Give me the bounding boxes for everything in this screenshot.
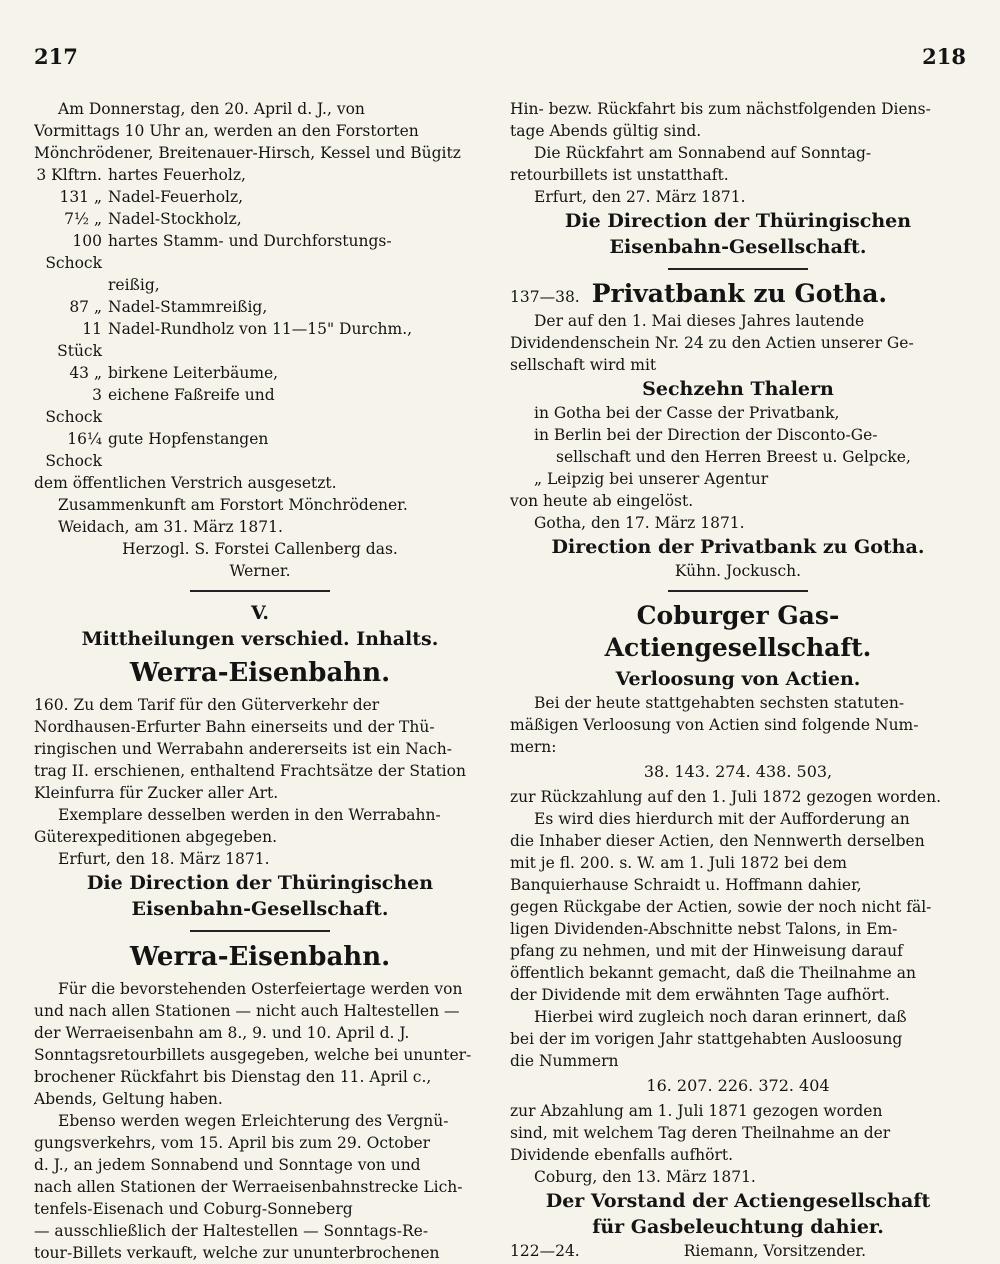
- item-qty: 3 Schock: [45, 386, 102, 426]
- text-line: Kleinfurra für Zucker aller Art.: [34, 784, 279, 802]
- text-line: tage Abends gültig sind.: [510, 122, 702, 140]
- text-line: Dividendenschein Nr. 24 zu den Actien unserer Ge-: [510, 334, 914, 352]
- notice-title: Werra-Eisenbahn.: [129, 942, 391, 972]
- text-line: Zusammenkunft am Forstort Mönchrödener.: [58, 496, 408, 514]
- text-line: Exemplare desselben werden in den Werrabahn-: [58, 806, 441, 824]
- section-number: V.: [250, 602, 270, 624]
- notice-signature: Direction der Privatbank zu Gotha.: [551, 536, 925, 558]
- divider: [190, 930, 330, 932]
- text-line: zur Abzahlung am 1. Juli 1871 gezogen worden: [510, 1102, 883, 1120]
- text-line: brochener Rückfahrt bis Dienstag den 11. April c.,: [34, 1068, 432, 1086]
- text-line: und nach allen Stationen — nicht auch Haltestellen —: [34, 1002, 460, 1020]
- werra-notice-2: [34, 940, 486, 1264]
- gas-ref: 122—24.: [510, 1242, 580, 1260]
- text-line: d. J., an jedem Sonnabend und Sonntage von und: [34, 1156, 421, 1174]
- left-column: [34, 98, 486, 1264]
- item-desc: Nadel-Stammreißig,: [108, 298, 268, 316]
- text-line: sellschaft und den Herren Breest u. Gelpcke,: [556, 448, 911, 466]
- notice-signature: Die Direction der Thüringischen: [86, 872, 434, 894]
- werra-notice-1: [34, 656, 486, 922]
- notice-title: Werra-Eisenbahn.: [129, 658, 391, 688]
- text-line: mern:: [510, 738, 557, 756]
- auction-office: Herzogl. S. Forstei Callenberg das.: [122, 540, 398, 558]
- auction-notice: [34, 98, 486, 582]
- item-qty: 43 „: [69, 364, 102, 382]
- bank-title: Privatbank zu Gotha.: [591, 279, 888, 308]
- text-line: in Berlin bei der Direction der Disconto-Ge-: [534, 426, 878, 444]
- auction-items: [34, 164, 486, 472]
- text-line: bei der im vorigen Jahr stattgehabten Ausloosung: [510, 1030, 903, 1048]
- text-line: nach allen Stationen der Werraeisenbahnstrecke Lich-: [34, 1178, 463, 1196]
- divider: [668, 590, 808, 592]
- text-line: Die Rückfahrt am Sonnabend auf Sonntag-: [534, 144, 872, 162]
- item-desc: reißig,: [108, 276, 160, 294]
- text-line: tenfels-Eisenach und Coburg-Sonneberg: [34, 1200, 353, 1218]
- text-line: Bei der heute stattgehabten sechsten statuten-: [534, 694, 905, 712]
- item-desc: eichene Faßreife und: [108, 386, 275, 404]
- text-line: Ebenso werden wegen Erleichterung des Vergnü-: [58, 1112, 449, 1130]
- gas-subtitle: Verloosung von Actien.: [615, 668, 861, 690]
- item-qty: 11 Stück: [57, 320, 102, 360]
- text-line: tour-Billets verkauft, welche zur ununterbrochenen: [34, 1244, 440, 1262]
- text-line: — ausschließlich der Haltestellen — Sonntags-Re-: [34, 1222, 429, 1240]
- text-line: 160. Zu dem Tarif für den Güterverkehr der: [34, 696, 380, 714]
- bank-amount: Sechzehn Thalern: [642, 378, 834, 400]
- notice-date: Erfurt, den 27. März 1871.: [534, 188, 746, 206]
- notice-date: Coburg, den 13. März 1871.: [534, 1168, 756, 1186]
- right-column: [510, 98, 966, 1262]
- text-line: Weidach, am 31. März 1871.: [58, 518, 283, 536]
- notice-date: Erfurt, den 18. März 1871.: [58, 850, 270, 868]
- item-qty: 16¼ Schock: [45, 430, 102, 470]
- bank-header: [510, 278, 966, 310]
- text-line: sind, mit welchem Tag deren Theilnahme an der: [510, 1124, 891, 1142]
- item-desc: Nadel-Stockholz,: [108, 210, 242, 228]
- notice-date: Gotha, den 17. März 1871.: [534, 514, 745, 532]
- text-line: gungsverkehrs, vom 15. April bis zum 29. October: [34, 1134, 431, 1152]
- text-line: mit je fl. 200. s. W. am 1. Juli 1872 bei dem: [510, 854, 847, 872]
- text-line: Abends, Geltung haben.: [34, 1090, 223, 1108]
- text-line: von heute ab eingelöst.: [510, 492, 694, 510]
- text-line: Am Donnerstag, den 20. April d. J., von: [58, 100, 365, 118]
- item-qty: 131 „: [59, 188, 102, 206]
- text-line: Mönchrödener, Breitenauer-Hirsch, Kessel und Bügitz: [34, 144, 461, 162]
- text-line: trag II. erschienen, enthaltend Frachtsätze der Station: [34, 762, 466, 780]
- text-line: gegen Rückgabe der Actien, sowie der noch nicht fäl-: [510, 898, 932, 916]
- item-desc: Nadel-Rundholz von 11—15" Durchm.,: [108, 320, 413, 338]
- text-line: Hin- bezw. Rückfahrt bis zum nächstfolgenden Diens-: [510, 100, 931, 118]
- text-line: Es wird dies hierdurch mit der Aufforderung an: [534, 810, 910, 828]
- notice-signature: Eisenbahn-Gesellschaft.: [609, 236, 867, 258]
- page-number-right: 218: [922, 44, 966, 69]
- item-qty: 100 Schock: [45, 232, 102, 272]
- notice-signature: für Gasbeleuchtung dahier.: [592, 1216, 884, 1238]
- divider: [190, 590, 330, 592]
- text-line: der Werraeisenbahn am 8., 9. und 10. April d. J.: [34, 1024, 410, 1042]
- gas-signer: Riemann, Vorsitzender.: [683, 1242, 866, 1260]
- gas-footer: [510, 1240, 966, 1262]
- drawn-numbers: 16. 207. 226. 372. 404: [646, 1076, 830, 1095]
- text-line: dem öffentlichen Verstrich ausgesetzt.: [34, 474, 337, 492]
- notice-signature: Die Direction der Thüringischen: [564, 210, 912, 232]
- text-line: Banquierhause Schraidt u. Hoffmann dahier,: [510, 876, 862, 894]
- text-line: pfang zu nehmen, und mit der Hinweisung darauf: [510, 942, 903, 960]
- auction-signer: Werner.: [229, 562, 291, 580]
- item-desc: Nadel-Feuerholz,: [108, 188, 244, 206]
- text-line: Vormittags 10 Uhr an, werden an den Forstorten: [34, 122, 419, 140]
- text-line: der Dividende mit dem erwähnten Tage aufhört.: [510, 986, 890, 1004]
- text-line: in Gotha bei der Casse der Privatbank,: [534, 404, 840, 422]
- text-line: sellschaft wird mit: [510, 356, 657, 374]
- item-desc: hartes Stamm- und Durchforstungs-: [108, 232, 392, 250]
- text-line: retourbillets ist unstatthaft.: [510, 166, 729, 184]
- item-desc: birkene Leiterbäume,: [108, 364, 279, 382]
- divider: [668, 268, 808, 270]
- text-line: Der auf den 1. Mai dieses Jahres lautende: [534, 312, 865, 330]
- text-line: Hierbei wird zugleich noch daran erinnert, daß: [534, 1008, 907, 1026]
- text-line: „ Leipzig bei unserer Agentur: [534, 470, 769, 488]
- bank-ref: 137—38.: [510, 288, 580, 306]
- text-line: zur Rückzahlung auf den 1. Juli 1872 gezogen worden.: [510, 788, 942, 806]
- bank-signers: Kühn. Jockusch.: [674, 562, 802, 580]
- item-qty: [34, 274, 102, 296]
- notice-signature: Eisenbahn-Gesellschaft.: [131, 898, 389, 920]
- text-line: ligen Dividenden-Abschnitte nebst Talons, in Em-: [510, 920, 898, 938]
- item-desc: gute Hopfenstangen: [108, 430, 269, 448]
- text-line: mäßigen Verloosung von Actien sind folgende Num-: [510, 716, 919, 734]
- item-desc: hartes Feuerholz,: [108, 166, 246, 184]
- bank-notice: [510, 278, 966, 582]
- item-qty: 3 Klftrn.: [36, 166, 102, 184]
- text-line: Sonntagsretourbillets ausgegeben, welche bei ununter-: [34, 1046, 472, 1064]
- text-line: Nordhausen-Erfurter Bahn einerseits und der Thü-: [34, 718, 435, 736]
- notice-signature: Der Vorstand der Actiengesellschaft: [545, 1190, 931, 1212]
- text-line: ringischen und Werrabahn andererseits ist ein Nach-: [34, 740, 453, 758]
- text-line: Dividende ebenfalls aufhört.: [510, 1146, 734, 1164]
- page-number-left: 217: [34, 44, 78, 69]
- text-line: die Inhaber dieser Actien, den Nennwerth derselben: [510, 832, 925, 850]
- drawn-numbers: 38. 143. 274. 438. 503,: [643, 762, 833, 781]
- text-line: Güterexpeditionen abgegeben.: [34, 828, 278, 846]
- text-line: öffentlich bekannt gemacht, daß die Theilnahme an: [510, 964, 916, 982]
- gas-notice: [510, 600, 966, 1262]
- text-line: Für die bevorstehenden Osterfeiertage werden von: [58, 980, 463, 998]
- section-title: Mittheilungen verschied. Inhalts.: [81, 628, 439, 650]
- item-qty: 87 „: [69, 298, 102, 316]
- text-line: die Nummern: [510, 1052, 619, 1070]
- item-qty: 7½ „: [64, 210, 102, 228]
- gas-title: Coburger Gas-Actiengesellschaft.: [604, 601, 872, 662]
